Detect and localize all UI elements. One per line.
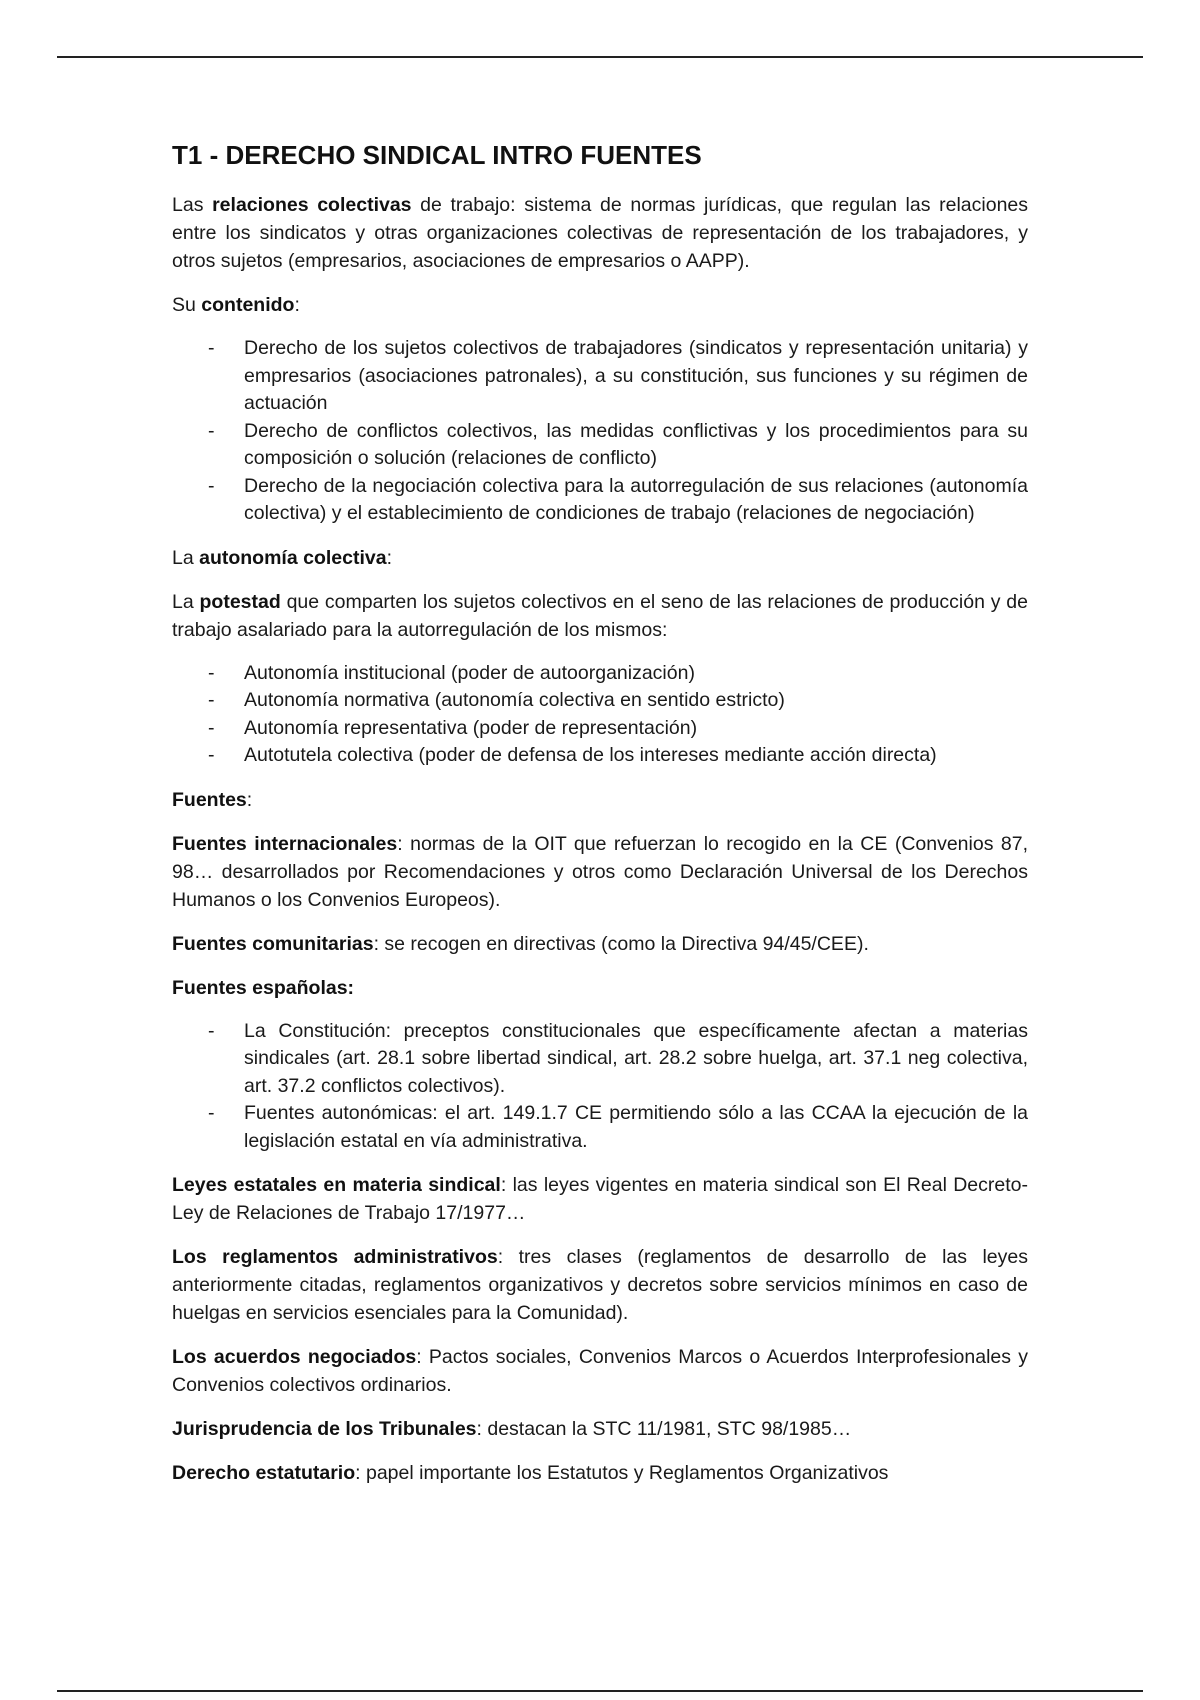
footer-rule: [57, 1690, 1143, 1692]
text: :: [246, 788, 253, 811]
list-item-text: Autonomía representativa (poder de representación): [244, 716, 698, 739]
document-page: [172, 140, 1028, 1503]
paragraph-leyes-estatales: [172, 1171, 1028, 1227]
dash-bullet: -: [208, 1102, 215, 1125]
bold-term: relaciones colectivas: [212, 194, 412, 217]
paragraph-autonomia-colectiva: [172, 544, 1028, 572]
bold-term: Fuentes españolas:: [172, 976, 355, 999]
list-item: [172, 1100, 1028, 1155]
bold-term: autonomía colectiva: [199, 546, 387, 569]
document-title: T1 - DERECHO SINDICAL INTRO FUENTES: [172, 140, 702, 170]
text: : se recogen en directivas (como la Directiva 94/45/CEE).: [373, 932, 869, 955]
dash-bullet: -: [208, 689, 215, 712]
paragraph-potestad: [172, 588, 1028, 644]
bold-term: Fuentes internacionales: [172, 832, 398, 855]
bold-term: Los acuerdos negociados: [172, 1346, 417, 1369]
list-item: [172, 1018, 1028, 1101]
list-item-text: La Constitución: preceptos constitucionales que específicamente afectan a materias sindicales (art. 28.1 sobre libertad sindical, art. 28.2 sobre huelga, art. 37.1 neg colectiva, art. 37.2 conflictos colectivos).: [244, 1019, 1028, 1097]
bold-term: Los reglamentos administrativos: [172, 1246, 498, 1269]
list-item: [172, 335, 1028, 418]
bold-term: Fuentes comunitarias: [172, 932, 374, 955]
bold-term: Fuentes: [172, 788, 247, 811]
text: : normas de la OIT que refuerzan lo recogido en la CE (Convenios 87, 98… desarrollados por Recomendaciones y otros como Declaración Universal de los Derechos Humanos o los Convenios Europeos).: [172, 832, 1028, 911]
text: de trabajo: sistema de normas jurídicas, que regulan las relaciones entre los sindicatos y otras organizaciones colectivas de representación de los trabajadores, y otros sujetos (empresarios, asociaciones de empresarios o AAPP).: [172, 194, 1029, 273]
text: : las leyes vigentes en materia sindical son El Real Decreto-Ley de Relaciones de Trabajo 17/1977…: [172, 1174, 1028, 1225]
list-item: [172, 660, 1028, 688]
paragraph-relaciones-colectivas: [172, 191, 1028, 275]
dash-bullet: -: [208, 1019, 215, 1042]
list-item: [172, 418, 1028, 473]
bold-term: contenido: [201, 294, 295, 317]
espanolas-list: [172, 1018, 1028, 1156]
paragraph-jurisprudencia: [172, 1415, 1028, 1443]
list-item-text: Derecho de la negociación colectiva para la autorregulación de sus relaciones (autonomía colectiva) y el establecimiento de condiciones de trabajo (relaciones de negociación): [244, 474, 1028, 525]
paragraph-acuerdos: [172, 1343, 1028, 1399]
text: que comparten los sujetos colectivos en el seno de las relaciones de producción y de trabajo asalariado para la autorregulación de los mismos:: [172, 590, 1028, 641]
text: : Pactos sociales, Convenios Marcos o Acuerdos Interprofesionales y Convenios colectivos ordinarios.: [172, 1346, 1029, 1397]
list-item-text: Autonomía institucional (poder de autoorganización): [244, 661, 695, 684]
paragraph-fuentes-comunitarias: [172, 930, 1028, 958]
dash-bullet: -: [208, 474, 215, 497]
dash-bullet: -: [208, 744, 215, 767]
list-item: [172, 742, 1028, 770]
list-item-text: Derecho de conflictos colectivos, las medidas conflictivas y los procedimientos para su composición o solución (relaciones de conflicto): [244, 419, 1028, 470]
text: : papel importante los Estatutos y Reglamentos Organizativos: [355, 1462, 889, 1485]
paragraph-fuentes: [172, 786, 1028, 814]
text: : destacan la STC 11/1981, STC 98/1985…: [476, 1418, 852, 1441]
list-item-text: Autotutela colectiva (poder de defensa de los intereses mediante acción directa): [244, 744, 937, 767]
dash-bullet: -: [208, 419, 215, 442]
list-item: [172, 715, 1028, 743]
text: Su: [172, 294, 202, 317]
list-item-text: Fuentes autonómicas: el art. 149.1.7 CE permitiendo sólo a las CCAA la ejecución de la legislación estatal en vía administrativa.: [244, 1102, 1028, 1152]
dash-bullet: -: [208, 716, 215, 739]
contenido-list: [172, 335, 1028, 528]
text: La: [172, 546, 200, 569]
dash-bullet: -: [208, 337, 215, 360]
paragraph-contenido: [172, 291, 1028, 319]
text: La: [172, 590, 200, 613]
header-rule: [57, 56, 1143, 58]
list-item-text: Derecho de los sujetos colectivos de trabajadores (sindicatos y representación unitaria) y empresarios (asociaciones patronales), a su constitución, sus funciones y su régimen de actuación: [244, 337, 1028, 415]
bold-term: Leyes estatales en materia sindical: [172, 1174, 501, 1197]
text: Las: [172, 194, 213, 217]
text: :: [386, 546, 392, 569]
bold-term: Derecho estatutario: [172, 1462, 356, 1485]
list-item: [172, 473, 1028, 528]
text: : tres clases (reglamentos de desarrollo de las leyes anteriormente citadas, reglamentos organizativos y decretos sobre servicios mínimos en caso de huelgas en servicios esenciales para la Comunidad).: [172, 1246, 1029, 1325]
paragraph-fuentes-espanolas: [172, 974, 1028, 1002]
paragraph-derecho-estatutario: [172, 1459, 1028, 1487]
paragraph-reglamentos: [172, 1243, 1028, 1327]
list-item: [172, 687, 1028, 715]
bold-term: potestad: [199, 590, 281, 613]
autonomia-list: [172, 660, 1028, 770]
list-item-text: Autonomía normativa (autonomía colectiva en sentido estricto): [244, 689, 785, 712]
bold-term: Jurisprudencia de los Tribunales: [172, 1418, 477, 1441]
dash-bullet: -: [208, 661, 215, 684]
text: :: [294, 294, 300, 317]
paragraph-fuentes-internacionales: [172, 830, 1028, 914]
